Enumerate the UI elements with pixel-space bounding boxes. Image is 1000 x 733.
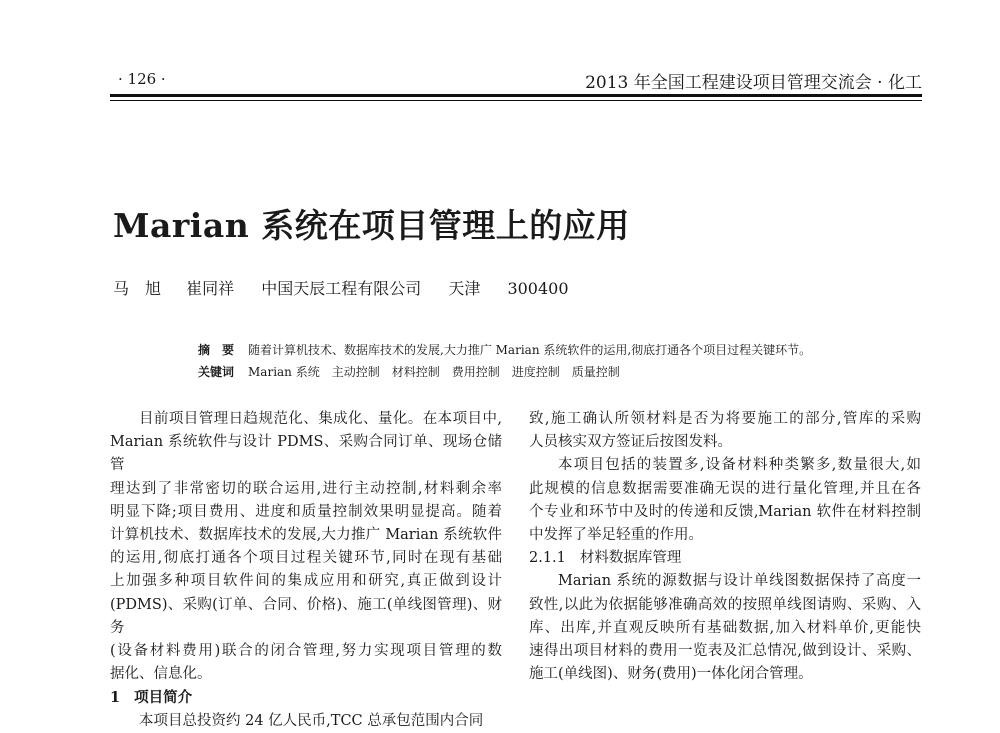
text-line: 致性,以此为依据能够准确高效的按照单线图请购、采购、入 [529,596,921,613]
text-line: 目前项目管理日趋规范化、集成化、量化。在本项目中, [139,411,502,427]
keywords [198,363,632,380]
city: 天津 [448,279,481,298]
keyword: 材料控制 [391,365,440,379]
page-number: · 126 · [118,70,166,88]
author-line [113,276,591,299]
keyword: 主动控制 [331,365,380,379]
postcode: 300400 [507,279,569,298]
keywords-label: 关键词 [198,365,235,379]
subsection-number: 2.1.1 [529,550,566,567]
subsection-heading [529,547,921,570]
running-title: 2013 年全国工程建设项目管理交流会 · 化工 [585,73,922,93]
keyword: 费用控制 [451,365,500,379]
article-title: Marian 系统在项目管理上的应用 [113,206,630,245]
abstract-label: 摘 要 [198,343,235,357]
text-line: 人员核实双方签证后按图发料。 [529,434,732,451]
header-rule-thick [110,94,922,97]
text-line: 本项目包括的装置多,设备材料种类繁多,数量很大,如 [558,457,921,474]
text-line: (设备材料费用)联合的闭合管理,努力实现项目管理的数 [110,643,502,660]
text-line: Marian 系统的源数据与设计单线图数据保持了高度一 [558,573,921,590]
keyword: 进度控制 [511,365,560,379]
body-column-right [529,408,921,686]
section-title: 项目简介 [134,689,193,707]
subsection-title: 材料数据库管理 [579,550,682,567]
text-line: (PDMS)、采购(订单、合同、价格)、施工(单线图管理)、财务 [110,596,502,636]
page-header [110,68,922,93]
keyword: 质量控制 [571,365,620,379]
text-line: 的运用,彻底打通各个项目过程关键环节,同时在现有基础 [110,550,502,567]
section-number: 1 [110,689,121,707]
text-line: Marian 系统软件与设计 PDMS、采购合同订单、现场仓储管 [110,434,502,474]
keyword: Marian 系统 [248,365,320,379]
text-line: 据化、信息化。 [110,666,212,683]
text-line: 库、出库,并直观反映所有基础数据,加入材料单价,更能快 [529,619,921,636]
text-line: 致,施工确认所领材料是否为将要施工的部分,管库的采购 [529,411,921,427]
abstract-text: 随着计算机技术、数据库技术的发展,大力推广 Marian 系统软件的运用,彻底打通各个项目过程关键环节。 [248,343,812,357]
body-column-left [110,408,502,733]
header-rule-thin [110,100,922,101]
text-line: 速得出项目材料的费用一览表及汇总情况,做到设计、采购、 [529,643,921,660]
text-line: 此规模的信息数据需要准确无误的进行量化管理,并且在各 [529,480,921,497]
author-name: 崔同祥 [186,279,235,298]
text-line: 上加强多种项目软件间的集成应用和研究,真正做到设计 [110,573,502,590]
affiliation: 中国天辰工程有限公司 [261,279,422,298]
text-line: 中发挥了举足轻重的作用。 [529,527,703,544]
text-line: 本项目总投资约 24 亿人民币,TCC 总承包范围内合同 [139,712,484,729]
author-name: 马 旭 [113,279,162,298]
text-line: 理达到了非常密切的联合运用,进行主动控制,材料剩余率 [110,480,502,497]
text-line: 明显下降;项目费用、进度和质量控制效果明显提高。随着 [110,503,502,520]
text-line: 计算机技术、数据库技术的发展,大力推广 Marian 系统软件 [110,527,502,544]
text-line: 施工(单线图)、财务(费用)一体化闭合管理。 [529,666,813,683]
section-heading [110,686,502,709]
text-line: 个专业和环节中及时的传递和反馈,Marian 软件在材料控制 [529,503,921,520]
abstract [198,341,811,358]
